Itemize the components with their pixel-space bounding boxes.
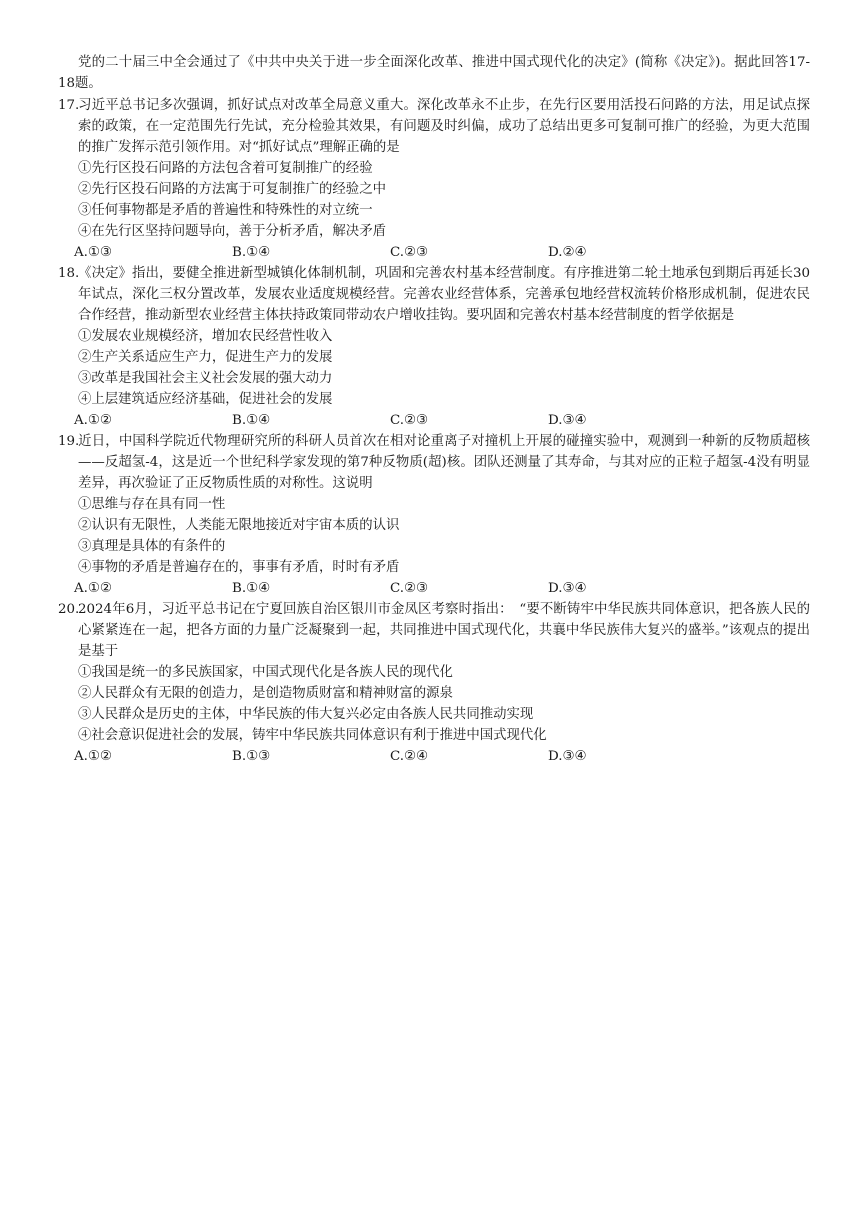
question-text: 《决定》指出，要健全推进新型城镇化体制机制，巩固和完善农村基本经营制度。有序推进第二轮土地承包到期后再延长30年试点，深化三权分置改革，发展农业适度规模经营。完善农业经营体系，完善承包地经营权流转价格形成机制，促进农民合作经营，推动新型农业经营主体扶持政策同带动农户增收挂钩。要巩固和完善农村基本经营制度的哲学依据是 xyxy=(78,266,810,323)
option-d[interactable]: D.②④ xyxy=(548,245,587,260)
option-row xyxy=(58,242,810,263)
option-b[interactable]: B.①③ xyxy=(232,749,271,764)
question-number: 18. xyxy=(58,266,80,281)
statement-item: ③任何事物都是矛盾的普遍性和特殊性的对立统一 xyxy=(78,203,373,218)
question-17 xyxy=(58,95,810,263)
statement-item: ①先行区投石问路的方法包含着可复制推广的经验 xyxy=(78,161,373,176)
statement-item: ②认识有无限性，人类能无限地接近对宇宙本质的认识 xyxy=(78,518,400,533)
statement-item: ③人民群众是历史的主体，中华民族的伟大复兴必定由各族人民共同推动实现 xyxy=(78,707,534,722)
statement-item: ④事物的矛盾是普遍存在的，事事有矛盾，时时有矛盾 xyxy=(78,560,400,575)
option-c[interactable]: C.②③ xyxy=(390,581,429,596)
option-a[interactable]: A.①② xyxy=(74,749,112,764)
statement-item: ①思维与存在具有同一性 xyxy=(78,497,226,512)
statement-item: ④在先行区坚持问题导向，善于分析矛盾，解决矛盾 xyxy=(78,224,386,239)
question-number: 19. xyxy=(58,434,80,449)
statement-item: ②人民群众有无限的创造力，是创造物质财富和精神财富的源泉 xyxy=(78,686,453,701)
question-18 xyxy=(58,263,810,431)
option-row xyxy=(58,578,810,599)
statement-item: ③真理是具体的有条件的 xyxy=(78,539,226,554)
statement-list xyxy=(58,662,810,746)
option-c[interactable]: C.②④ xyxy=(390,749,429,764)
option-c[interactable]: C.②③ xyxy=(390,245,429,260)
question-stem xyxy=(58,95,810,158)
statement-list xyxy=(58,158,810,242)
statement-item: ②生产关系适应生产力，促进生产力的发展 xyxy=(78,350,333,365)
question-number: 20. xyxy=(58,602,80,617)
statement-item: ④上层建筑适应经济基础，促进社会的发展 xyxy=(78,392,333,407)
option-b[interactable]: B.①④ xyxy=(232,581,271,596)
question-stem xyxy=(58,599,810,662)
statement-item: ②先行区投石问路的方法寓于可复制推广的经验之中 xyxy=(78,182,386,197)
option-d[interactable]: D.③④ xyxy=(548,581,587,596)
option-d[interactable]: D.③④ xyxy=(548,413,587,428)
question-text: 习近平总书记多次强调，抓好试点对改革全局意义重大。深化改革永不止步，在先行区要用活投石问路的方法，用足试点探索的政策，在一定范围先行先试，充分检验其效果，有问题及时纠偏，成功了总结出更多可复制可推广的经验，为更大范围的推广发挥示范引领作用。对“抓好试点”理解正确的是 xyxy=(78,98,810,155)
question-stem xyxy=(58,431,810,494)
question-stem xyxy=(58,263,810,326)
option-row xyxy=(58,410,810,431)
option-d[interactable]: D.③④ xyxy=(548,749,587,764)
option-c[interactable]: C.②③ xyxy=(390,413,429,428)
option-row xyxy=(58,746,810,767)
statement-item: ③改革是我国社会主义社会发展的强大动力 xyxy=(78,371,333,386)
question-19 xyxy=(58,431,810,599)
question-text: 2024年6月，习近平总书记在宁夏回族自治区银川市金凤区考察时指出： “要不断铸牢中华民族共同体意识，把各族人民的心紧紧连在一起，把各方面的力量广泛凝聚到一起，共同推进中国式现代化，共襄中华民族伟大复兴的盛举。”该观点的提出是基于 xyxy=(78,602,810,659)
intro-paragraph: 党的二十届三中全会通过了《中共中央关于进一步全面深化改革、推进中国式现代化的决定》(简称《决定》)。据此回答17-18题。 xyxy=(58,55,810,91)
question-20 xyxy=(58,599,810,767)
option-a[interactable]: A.①③ xyxy=(74,245,112,260)
option-b[interactable]: B.①④ xyxy=(232,245,271,260)
exam-page xyxy=(58,52,810,767)
option-b[interactable]: B.①④ xyxy=(232,413,271,428)
question-text: 近日，中国科学院近代物理研究所的科研人员首次在相对论重离子对撞机上开展的碰撞实验中，观测到一种新的反物质超核——反超氢-4，这是近一个世纪科学家发现的第7种反物质(超)核。团队还测量了其寿命，与其对应的正粒子超氢-4没有明显差异，再次验证了正反物质性质的对称性。这说明 xyxy=(78,434,810,491)
statement-list xyxy=(58,326,810,410)
statement-list xyxy=(58,494,810,578)
question-number: 17. xyxy=(58,98,80,113)
statement-item: ④社会意识促进社会的发展，铸牢中华民族共同体意识有利于推进中国式现代化 xyxy=(78,728,547,743)
statement-item: ①我国是统一的多民族国家，中国式现代化是各族人民的现代化 xyxy=(78,665,453,680)
statement-item: ①发展农业规模经济，增加农民经营性收入 xyxy=(78,329,333,344)
option-a[interactable]: A.①② xyxy=(74,413,112,428)
option-a[interactable]: A.①② xyxy=(74,581,112,596)
